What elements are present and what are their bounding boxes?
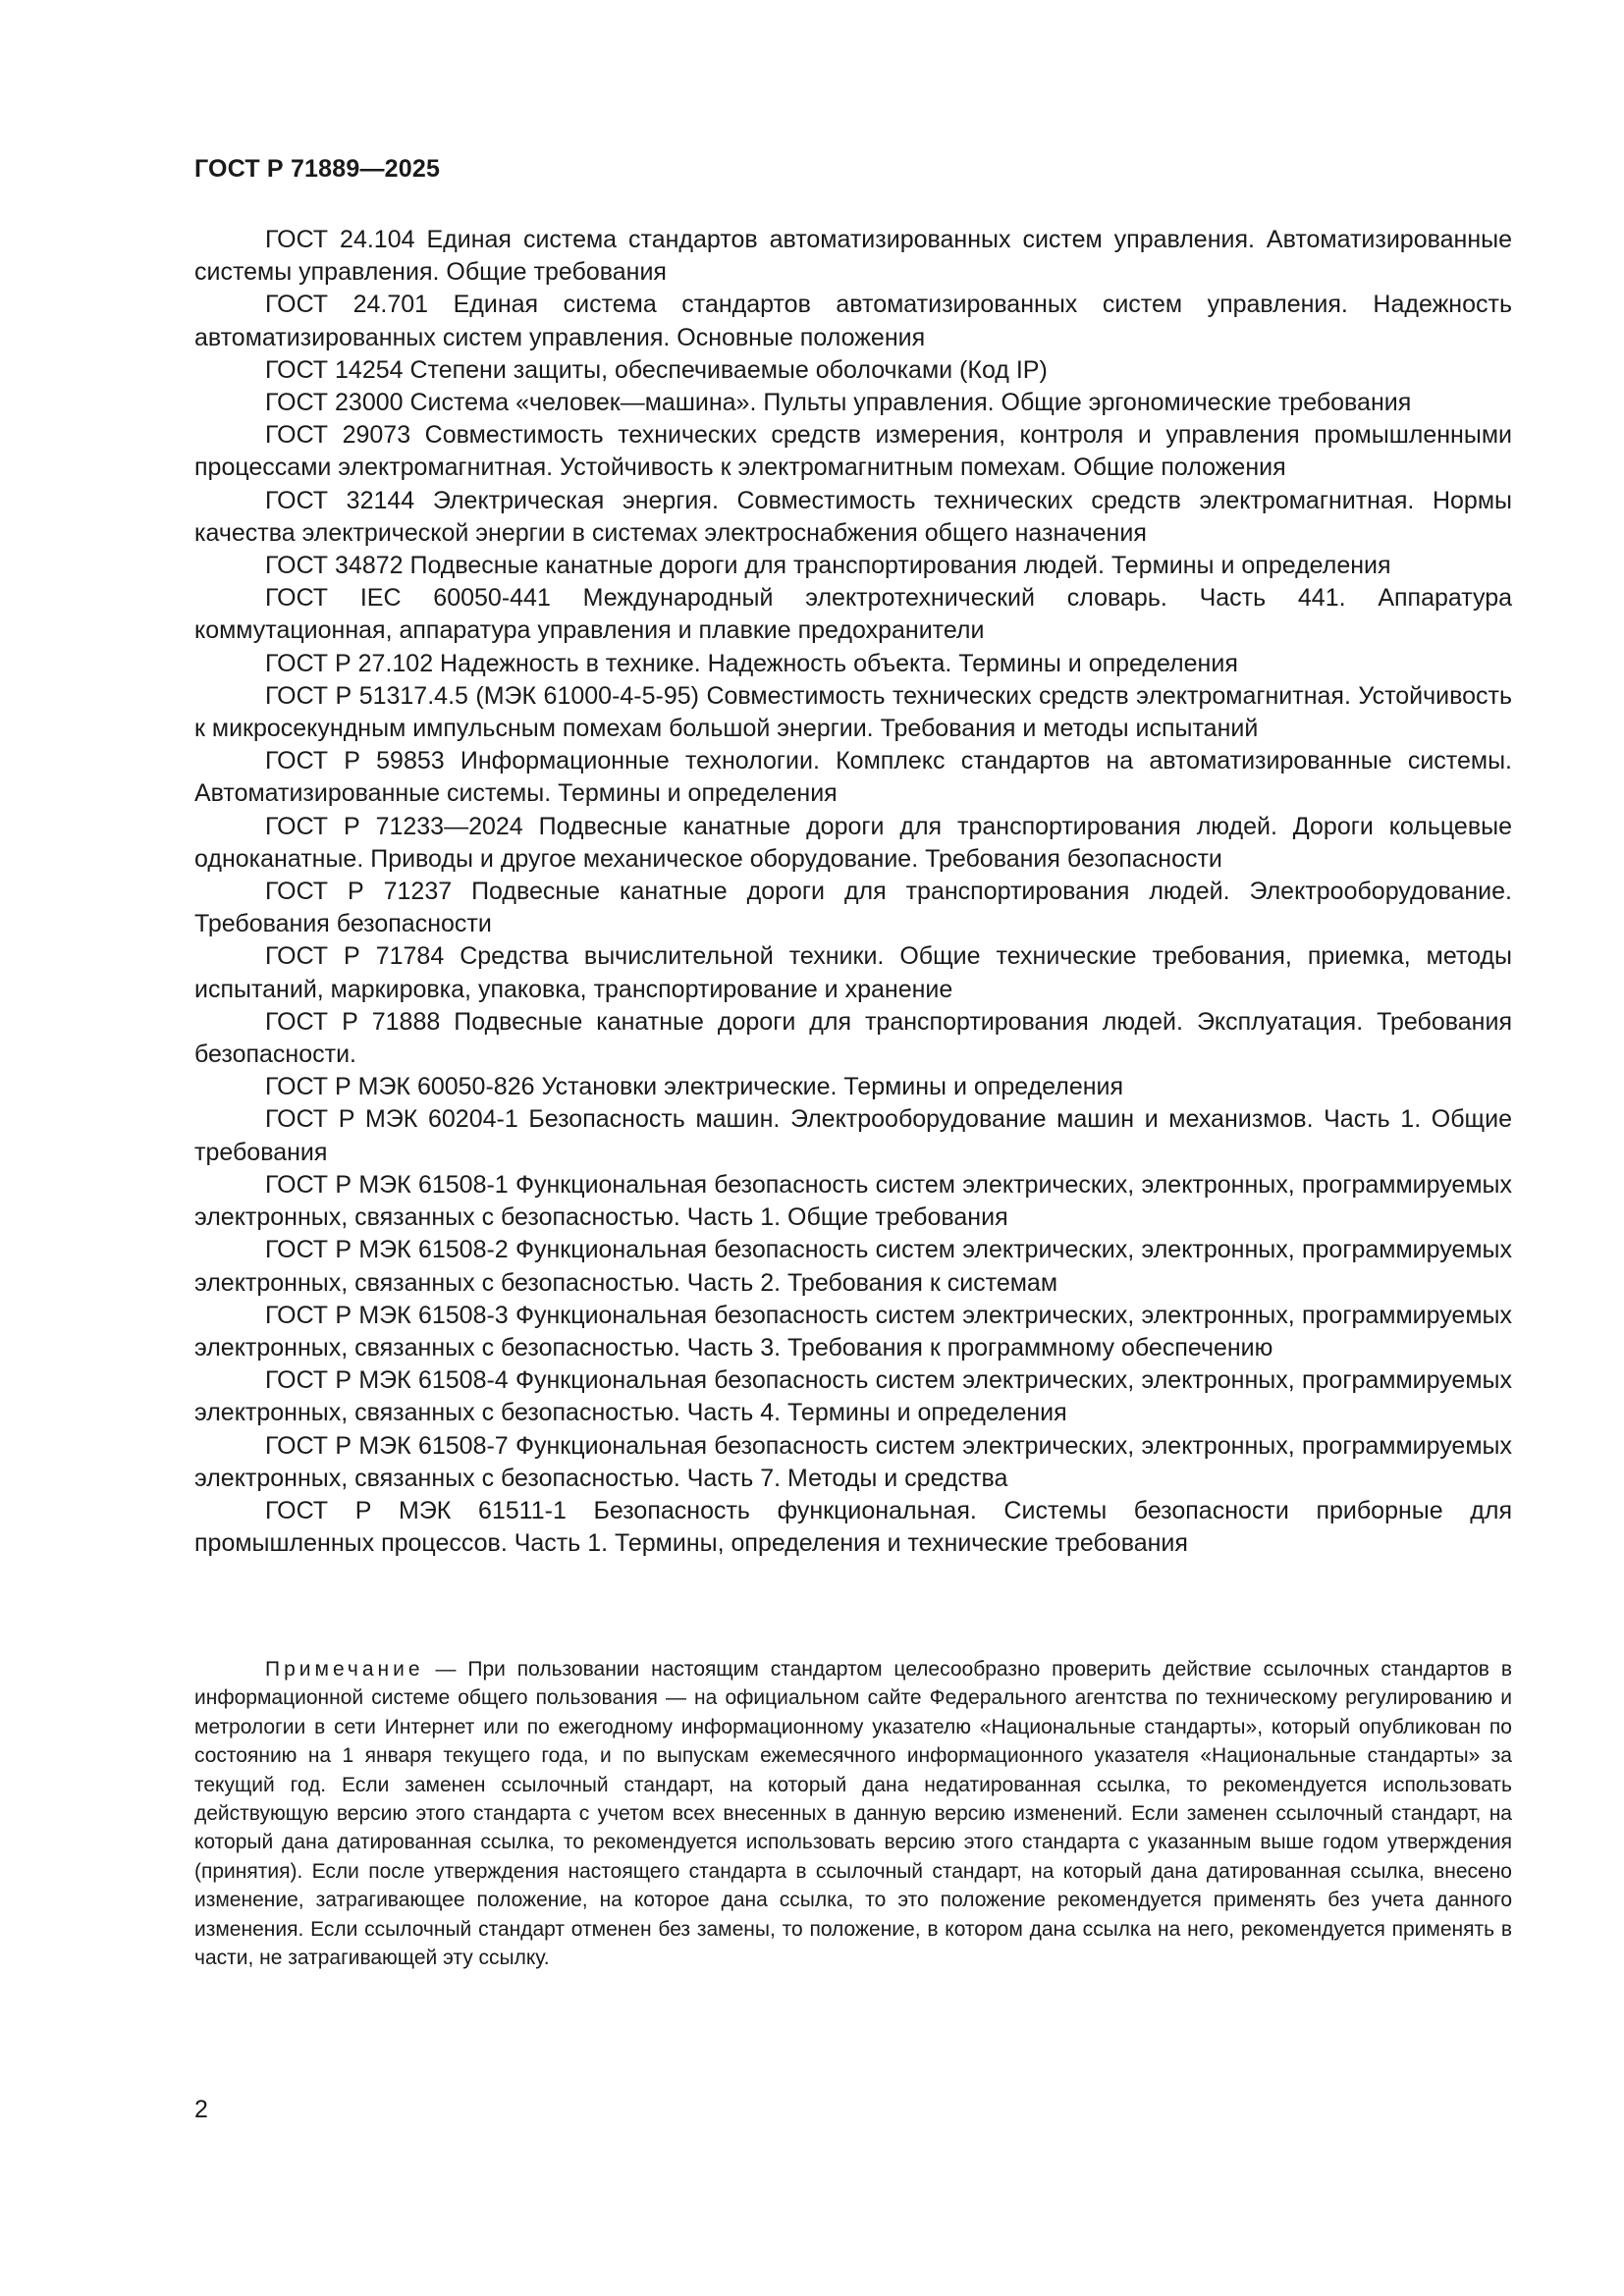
page-number: 2 xyxy=(194,2096,208,2123)
document-header: ГОСТ Р 71889—2025 xyxy=(194,155,441,183)
reference-item: ГОСТ 24.104 Единая система стандартов автоматизированных систем управления. Автоматизированные системы управления. Общие требования xyxy=(194,226,1512,287)
reference-item: ГОСТ 32144 Электрическая энергия. Совместимость технических средств электромагнитная. Нормы качества электрической энергии в системах электроснабжения общего назначения xyxy=(194,486,1512,547)
note-text: — При пользовании настоящим стандартом целесообразно проверить действие ссылочных стандартов в информационной системе общего пользования — на официальном сайте Федерального агентства по техническому регулированию и метрологии в сети Интернет или по ежегодному информационному указателю «Национальные стандарты», который опубликован по состоянию на 1 января текущего года, и по выпускам ежемесячного информационного указателя «Национальные стандарты» за текущий год. Если заменен ссылочный стандарт, на который дана недатированная ссылка, то рекомендуется использовать действующую версию этого стандарта с учетом всех внесенных в данную версию изменений. Если заменен ссылочный стандарт, на который дана датированная ссылка, то рекомендуется использовать версию этого стандарта с указанным выше годом утверждения (принятия). Если после утверждения настоящего стандарта в ссылочный стандарт, на который дана датированная ссылка, внесено изменение, затрагивающее положение, на которое дана ссылка, то это положение рекомендуется применять без учета данного изменения. Если ссылочный стандарт отменен без замены, то положение, в котором дана ссылка на него, рекомендуется применять в части, не затрагивающей эту ссылку. xyxy=(194,1658,1512,1970)
reference-item: ГОСТ Р 71888 Подвесные канатные дороги для транспортирования людей. Эксплуатация. Требования безопасности. xyxy=(194,1007,1512,1069)
reference-item: ГОСТ Р МЭК 60050-826 Установки электрические. Термины и определения xyxy=(265,1073,1124,1101)
normative-references-list xyxy=(194,224,1512,1560)
reference-item: ГОСТ 24.701 Единая система стандартов автоматизированных систем управления. Надежность автоматизированных систем управления. Основные положения xyxy=(194,291,1512,351)
reference-item: ГОСТ Р МЭК 61511-1 Безопасность функциональная. Системы безопасности приборные для промышленных процессов. Часть 1. Термины, определения и технические требования xyxy=(194,1496,1512,1558)
reference-item: ГОСТ IEC 60050-441 Международный электротехнический словарь. Часть 441. Аппаратура коммутационная, аппаратура управления и плавкие предохранители xyxy=(194,584,1512,645)
note-label: Примечание xyxy=(265,1658,424,1681)
reference-item: ГОСТ Р 27.102 Надежность в технике. Надежность объекта. Термины и определения xyxy=(265,649,1238,677)
reference-item: ГОСТ Р МЭК 61508-4 Функциональная безопасность систем электрических, электронных, программируемых электронных, связанных с безопасностью. Часть 4. Термины и определения xyxy=(194,1366,1512,1427)
reference-item: ГОСТ 14254 Степени защиты, обеспечиваемые оболочками (Код IP) xyxy=(265,355,1048,384)
reference-item: ГОСТ Р 51317.4.5 (МЭК 61000-4-5-95) Совместимость технических средств электромагнитная. Устойчивость к микросекундным импульсным помехам большой энергии. Требования и методы испытаний xyxy=(194,681,1512,743)
reference-item: ГОСТ Р 71233—2024 Подвесные канатные дороги для транспортирования людей. Дороги кольцевые одноканатные. Приводы и другое механическое оборудование. Требования безопасности xyxy=(194,812,1512,873)
reference-item: ГОСТ 23000 Система «человек—машина». Пульты управления. Общие эргономические требования xyxy=(265,389,1412,417)
reference-item: ГОСТ Р МЭК 61508-7 Функциональная безопасность систем электрических, электронных, программируемых электронных, связанных с безопасностью. Часть 7. Методы и средства xyxy=(194,1431,1512,1492)
reference-item: ГОСТ 34872 Подвесные канатные дороги для транспортирования людей. Термины и определения xyxy=(265,552,1391,580)
reference-item: ГОСТ Р МЭК 61508-2 Функциональная безопасность систем электрических, электронных, программируемых электронных, связанных с безопасностью. Часть 2. Требования к системам xyxy=(194,1236,1512,1297)
note-paragraph xyxy=(194,1655,1512,1972)
reference-item: ГОСТ Р МЭК 61508-3 Функциональная безопасность систем электрических, электронных, программируемых электронных, связанных с безопасностью. Часть 3. Требования к программному обеспечению xyxy=(194,1301,1512,1362)
reference-item: ГОСТ Р 71784 Средства вычислительной техники. Общие технические требования, приемка, методы испытаний, маркировка, упаковка, транспортирование и хранение xyxy=(194,942,1512,1003)
reference-item: ГОСТ Р МЭК 61508-1 Функциональная безопасность систем электрических, электронных, программируемых электронных, связанных с безопасностью. Часть 1. Общие требования xyxy=(194,1170,1512,1232)
reference-item: ГОСТ Р 71237 Подвесные канатные дороги для транспортирования людей. Электрооборудование. Требования безопасности xyxy=(194,878,1512,938)
reference-item: ГОСТ Р МЭК 60204-1 Безопасность машин. Электрооборудование машин и механизмов. Часть 1. Общие требования xyxy=(194,1105,1512,1166)
reference-item: ГОСТ 29073 Совместимость технических средств измерения, контроля и управления промышленными процессами электромагнитная. Устойчивость к электромагнитным помехам. Общие положения xyxy=(194,421,1512,482)
reference-item: ГОСТ Р 59853 Информационные технологии. Комплекс стандартов на автоматизированные системы. Автоматизированные системы. Термины и определения xyxy=(194,747,1512,808)
